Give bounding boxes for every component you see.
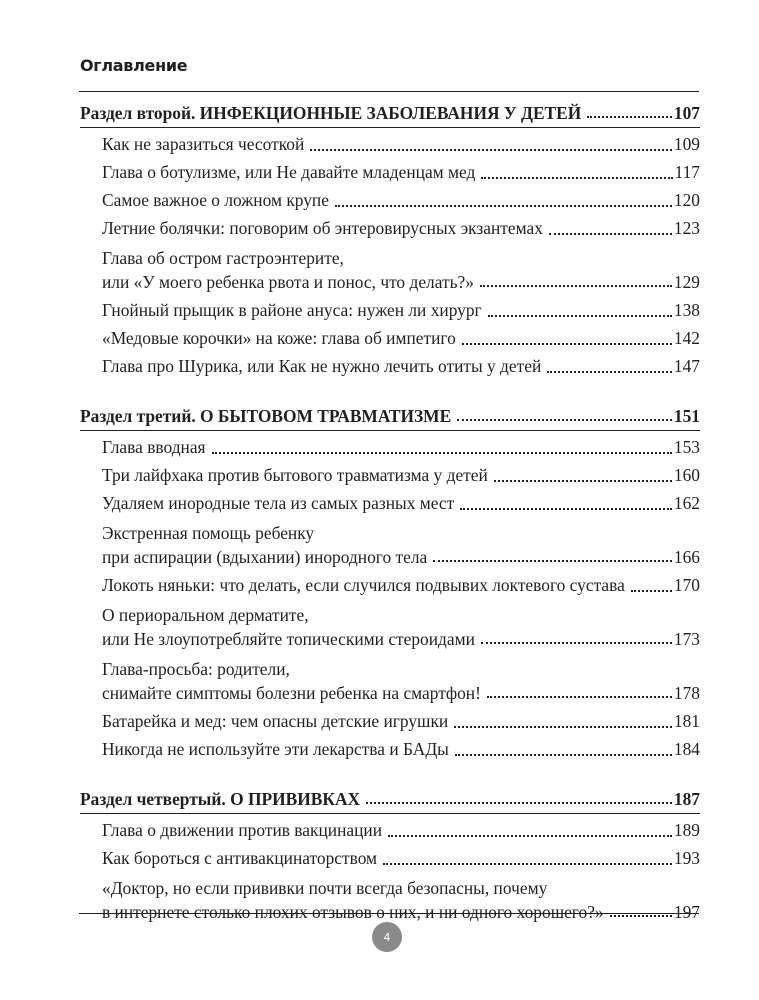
entry-title xyxy=(102,489,454,517)
entry-title-line: или Не злоупотребляйте топическими стероидами xyxy=(102,629,475,649)
entry-page-number: 173 xyxy=(673,629,700,649)
entry-title-line: Как бороться с антивакцинаторством xyxy=(102,848,378,868)
toc-section xyxy=(80,782,700,926)
entry-title xyxy=(102,521,427,569)
section-title: Раздел второй. ИНФЕКЦИОННЫЕ ЗАБОЛЕВАНИЯ У ДЕТЕЙ xyxy=(80,103,582,123)
entry-title-line: Батарейка и мед: чем опасны детские игрушки xyxy=(102,711,449,731)
entry-title xyxy=(102,352,541,380)
toc-entry[interactable] xyxy=(80,461,700,489)
toc-entry[interactable] xyxy=(80,872,700,926)
entry-title-line: в интернете столько плохих отзывов о них, и ни одного хорошего?» xyxy=(102,902,604,922)
dot-leader xyxy=(383,863,672,865)
entry-title-line: при аспирации (вдыхании) инородного тела xyxy=(102,547,428,567)
entry-page-number: 117 xyxy=(674,162,700,182)
toc-entry[interactable] xyxy=(80,186,700,214)
entry-title-line: Глава-просьба: родители, xyxy=(102,659,290,679)
toc-entry[interactable] xyxy=(80,816,700,844)
page-header-title: Оглавление xyxy=(80,56,188,75)
section-heading[interactable] xyxy=(80,96,700,128)
dot-leader xyxy=(494,480,672,482)
entry-page-number: 153 xyxy=(673,437,700,457)
entry-page-number: 181 xyxy=(673,711,700,731)
section-page-number: 151 xyxy=(673,406,700,426)
toc-entry[interactable] xyxy=(80,599,700,653)
entry-title xyxy=(102,461,488,489)
dot-leader xyxy=(462,343,672,345)
entry-page-number: 160 xyxy=(673,465,700,485)
header-divider xyxy=(79,91,699,92)
page-number-badge: 4 xyxy=(372,922,402,952)
toc-entry[interactable] xyxy=(80,844,700,872)
entry-page-number: 142 xyxy=(673,328,700,348)
entry-title xyxy=(102,876,604,924)
entry-title xyxy=(102,433,206,461)
toc-entry[interactable] xyxy=(80,296,700,324)
section-heading[interactable] xyxy=(80,782,700,814)
dot-leader xyxy=(455,754,672,756)
toc-entry[interactable] xyxy=(80,214,700,242)
entry-title-line: Экстренная помощь ребенку xyxy=(102,523,315,543)
entry-title xyxy=(102,158,475,186)
entry-title xyxy=(102,324,456,352)
dot-leader xyxy=(480,285,672,287)
toc-entry[interactable] xyxy=(80,707,700,735)
toc-entry[interactable] xyxy=(80,158,700,186)
entry-title xyxy=(102,603,475,651)
section-title: Раздел третий. О БЫТОВОМ ТРАВМАТИЗМЕ xyxy=(80,406,452,426)
toc-entry[interactable] xyxy=(80,489,700,517)
entry-title-line: О периоральном дерматите, xyxy=(102,605,309,625)
entry-title-line: снимайте симптомы болезни ребенка на смартфон! xyxy=(102,683,481,703)
dot-leader xyxy=(587,116,672,118)
dot-leader xyxy=(487,696,672,698)
entry-title xyxy=(102,816,382,844)
toc-entry[interactable] xyxy=(80,653,700,707)
entry-title xyxy=(102,130,304,158)
entry-title-line: Самое важное о ложном крупе xyxy=(102,190,329,210)
entry-page-number: 120 xyxy=(673,190,700,210)
section-heading[interactable] xyxy=(80,399,700,431)
footer-divider xyxy=(79,913,699,914)
entry-title-line: Гнойный прыщик в районе ануса: нужен ли хирург xyxy=(102,300,482,320)
entry-title xyxy=(102,657,481,705)
entry-title-line: Удаляем инородные тела из самых разных мест xyxy=(102,493,455,513)
toc-entry[interactable] xyxy=(80,352,700,380)
dot-leader xyxy=(631,590,672,592)
entry-title-line: Локоть няньки: что делать, если случился подвывих локтевого сустава xyxy=(102,575,625,595)
dot-leader xyxy=(388,835,672,837)
dot-leader xyxy=(310,149,672,151)
entry-page-number: 189 xyxy=(673,820,700,840)
dot-leader xyxy=(488,315,672,317)
entry-page-number: 197 xyxy=(673,902,700,922)
section-page-number: 107 xyxy=(673,103,700,123)
toc-entry[interactable] xyxy=(80,517,700,571)
dot-leader xyxy=(481,642,672,644)
dot-leader xyxy=(212,452,672,454)
entry-title xyxy=(102,571,625,599)
dot-leader xyxy=(335,205,672,207)
entry-title-line: Глава вводная xyxy=(102,437,206,457)
dot-leader xyxy=(481,177,672,179)
toc-entry[interactable] xyxy=(80,735,700,763)
dot-leader xyxy=(549,233,672,235)
dot-leader xyxy=(454,726,672,728)
dot-leader xyxy=(460,508,672,510)
entry-title-line: Глава про Шурика, или Как не нужно лечить отиты у детей xyxy=(102,356,542,376)
dot-leader xyxy=(433,560,672,562)
toc-entry[interactable] xyxy=(80,324,700,352)
section-title: Раздел четвертый. О ПРИВИВКАХ xyxy=(80,789,361,809)
dot-leader xyxy=(610,915,672,917)
entry-page-number: 193 xyxy=(673,848,700,868)
entry-title xyxy=(102,707,448,735)
entry-title-line: Глава о движении против вакцинации xyxy=(102,820,383,840)
dot-leader xyxy=(366,802,672,804)
entry-title-line: «Доктор, но если прививки почти всегда безопасны, почему xyxy=(102,878,548,898)
section-page-number: 187 xyxy=(673,789,700,809)
toc-section xyxy=(80,399,700,763)
entry-page-number: 147 xyxy=(673,356,700,376)
entry-title xyxy=(102,214,543,242)
entry-title xyxy=(102,186,329,214)
entry-page-number: 138 xyxy=(673,300,700,320)
dot-leader xyxy=(547,371,672,373)
entry-title-line: Как не заразиться чесоткой xyxy=(102,134,305,154)
toc-entry[interactable] xyxy=(80,433,700,461)
toc-section xyxy=(80,96,700,380)
entry-page-number: 170 xyxy=(673,575,700,595)
entry-page-number: 109 xyxy=(673,134,700,154)
entry-title-line: или «У моего ребенка рвота и понос, что делать?» xyxy=(102,272,474,292)
entry-title-line: Глава об остром гастроэнтерите, xyxy=(102,248,344,268)
entry-title xyxy=(102,735,449,763)
entry-title-line: Никогда не используйте эти лекарства и БАДы xyxy=(102,739,449,759)
entry-page-number: 166 xyxy=(673,547,700,567)
entry-title-line: «Медовые корочки» на коже: глава об импетиго xyxy=(102,328,456,348)
toc-entry[interactable] xyxy=(80,130,700,158)
entry-title-line: Глава о ботулизме, или Не давайте младенцам мед xyxy=(102,162,476,182)
entry-title-line: Три лайфхака против бытового травматизма у детей xyxy=(102,465,488,485)
entry-page-number: 123 xyxy=(673,218,700,238)
toc-entry[interactable] xyxy=(80,242,700,296)
entry-page-number: 129 xyxy=(673,272,700,292)
entry-title xyxy=(102,296,482,324)
table-of-contents xyxy=(80,96,700,936)
toc-entry[interactable] xyxy=(80,571,700,599)
entry-page-number: 162 xyxy=(673,493,700,513)
entry-page-number: 178 xyxy=(673,683,700,703)
entry-title xyxy=(102,844,377,872)
entry-page-number: 184 xyxy=(673,739,700,759)
entry-title xyxy=(102,246,474,294)
dot-leader xyxy=(457,419,672,421)
entry-title-line: Летние болячки: поговорим об энтеровирусных экзантемах xyxy=(102,218,543,238)
